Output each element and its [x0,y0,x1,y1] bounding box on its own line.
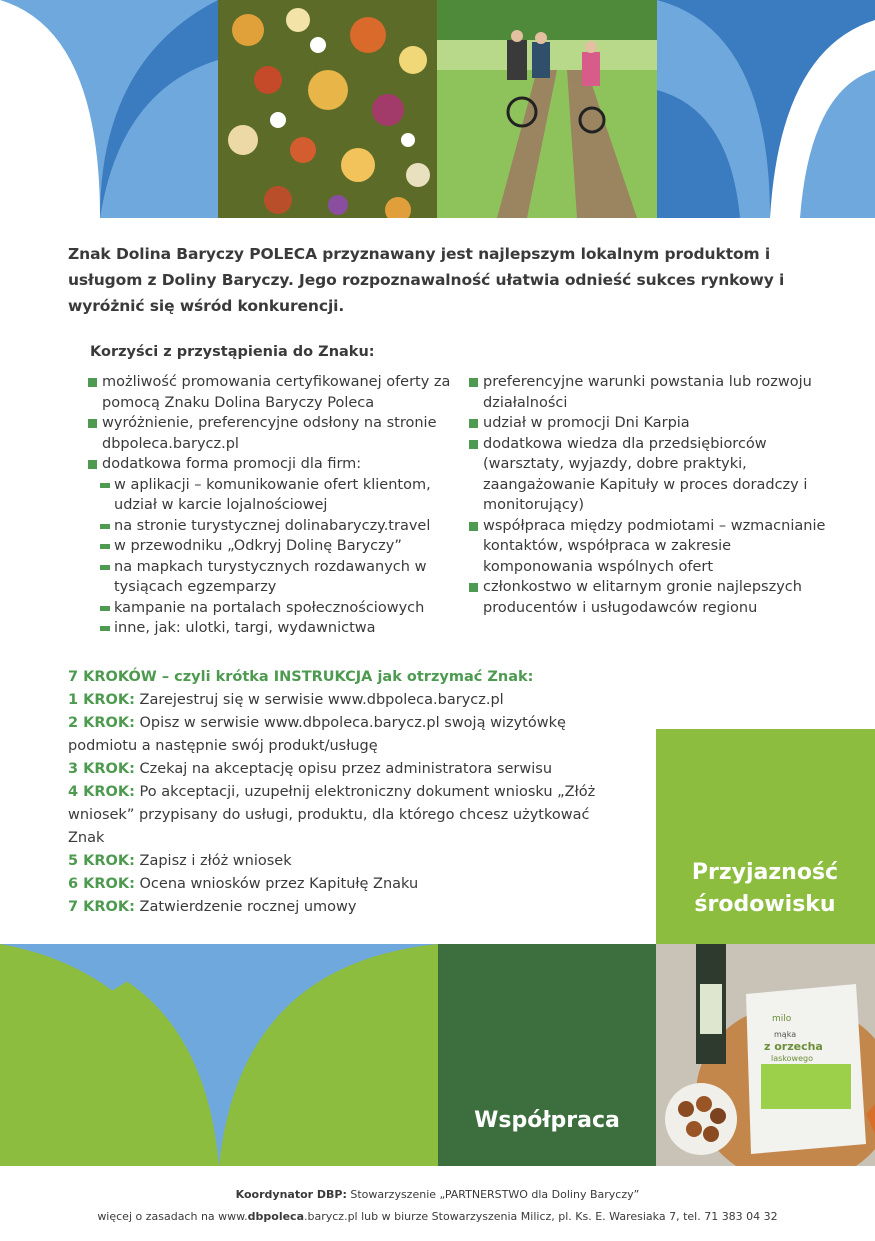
list-subitem: na stronie turystycznej dolinabaryczy.travel [100,516,466,537]
step-text: Opisz w serwisie www.dbpoleca.barycz.pl swoją wizytówkę podmiotu a następnie swój produkt/usługę [68,715,566,754]
przyjaznosc-label [670,857,860,921]
step-item [68,712,628,758]
footer [0,1184,875,1228]
benefits-left-list [86,372,466,639]
list-item: współpraca między podmiotami – wzmacnianie kontaktów, współpraca w zakresie komponowania wspólnych ofert [467,516,837,578]
list-item: preferencyjne warunki powstania lub rozwoju działalności [467,372,837,413]
list-subitem: w przewodniku „Odkryj Dolinę Baryczy” [100,536,466,557]
list-item: możliwość promowania certyfikowanej oferty za pomocą Znaku Dolina Baryczy Poleca [86,372,466,413]
product-label-3: laskowego [771,1054,813,1063]
step-text: Zarejestruj się w serwisie www.dbpoleca.barycz.pl [134,692,504,708]
step-text: Po akceptacji, uzupełnij elektroniczny dokument wniosku „Złóż wniosek” przypisany do usługi, produktu, dla którego chcesz użytkować Znak [68,784,596,846]
list-item: udział w promocji Dni Karpia [467,413,837,434]
list-item: członkostwo w elitarnym gronie najlepszych producentów i usługodawców regionu [467,577,837,618]
przyjaznosc-line1: Przyjazność [691,860,839,885]
steps-section [68,666,628,919]
step-item [68,850,628,873]
step-label: 4 KROK: [68,784,135,800]
list-subitem: na mapkach turystycznych rozdawanych w tysiącach egzemparzy [100,557,466,598]
step-item [68,781,628,850]
footer-contact-pre: więcej o zasadach na www. [97,1210,248,1223]
product-label-2: z orzecha [764,1040,823,1053]
steps-title: 7 KROKÓW – czyli krótka INSTRUKCJA jak otrzymać Znak: [68,669,534,685]
list-subitem: inne, jak: ulotki, targi, wydawnictwa [100,618,466,639]
list-item: dodatkowa forma promocji dla firm: [86,454,466,475]
step-label: 5 KROK: [68,853,135,869]
footer-contact-bold: dbpoleca [247,1210,304,1223]
flowers-photo [218,0,437,218]
cycling-photo [437,0,657,218]
intro-text: Znak Dolina Baryczy POLECA przyznawany jest najlepszym lokalnym produktom i usługom z Doliny Baryczy. Jego rozpoznawalność ułatwia odnieść sukces rynkowy i wyróżnić się wśród konkurencji. [68,245,785,315]
product-label-1: mąka [774,1030,797,1039]
list-item: dodatkowa wiedza dla przedsiębiorców (warsztaty, wyjazdy, dobre praktyki, zaangażowanie Kapituły w proces doradczy i monitorujący) [467,434,837,516]
step-label: 2 KROK: [68,715,135,731]
step-text: Zatwierdzenie rocznej umowy [134,899,357,915]
step-item [68,896,628,919]
wspolpraca-label: Współpraca [474,1108,620,1133]
step-item [68,758,628,781]
list-item: wyróżnienie, preferencyjne odsłony na stronie dbpoleca.barycz.pl [86,413,466,454]
footer-contact [0,1206,875,1228]
step-label: 6 KROK: [68,876,135,892]
step-label: 1 KROK: [68,692,135,708]
footer-contact-post: .barycz.pl lub w biurze Stowarzyszenia Milicz, pl. Ks. E. Waresiaka 7, tel. 71 383 04 32 [304,1210,778,1223]
top-decorative-band [0,0,875,218]
product-photo [656,944,875,1166]
step-text: Zapisz i złóż wniosek [134,853,292,869]
bottom-decorative-band [0,944,875,1166]
step-label: 3 KROK: [68,761,135,777]
step-item [68,873,628,896]
step-label: 7 KROK: [68,899,135,915]
step-text: Czekaj na akceptację opisu przez administratora serwisu [134,761,553,777]
footer-coordinator-label: Koordynator DBP: [235,1188,347,1201]
step-text: Ocena wniosków przez Kapitułę Znaku [134,876,419,892]
footer-coordinator-text: Stowarzyszenie „PARTNERSTWO dla Doliny Baryczy” [346,1188,640,1201]
benefits-right-list [467,372,837,618]
list-subitem: w aplikacji – komunikowanie ofert klientom, udział w karcie lojalnościowej [100,475,466,516]
product-brand: milo [772,1014,792,1024]
list-subitem: kampanie na portalach społecznościowych [100,598,466,619]
step-item [68,689,628,712]
przyjaznosc-line2: środowisku [694,892,836,917]
footer-coordinator [0,1184,875,1206]
benefits-title: Korzyści z przystąpienia do Znaku: [90,344,375,360]
